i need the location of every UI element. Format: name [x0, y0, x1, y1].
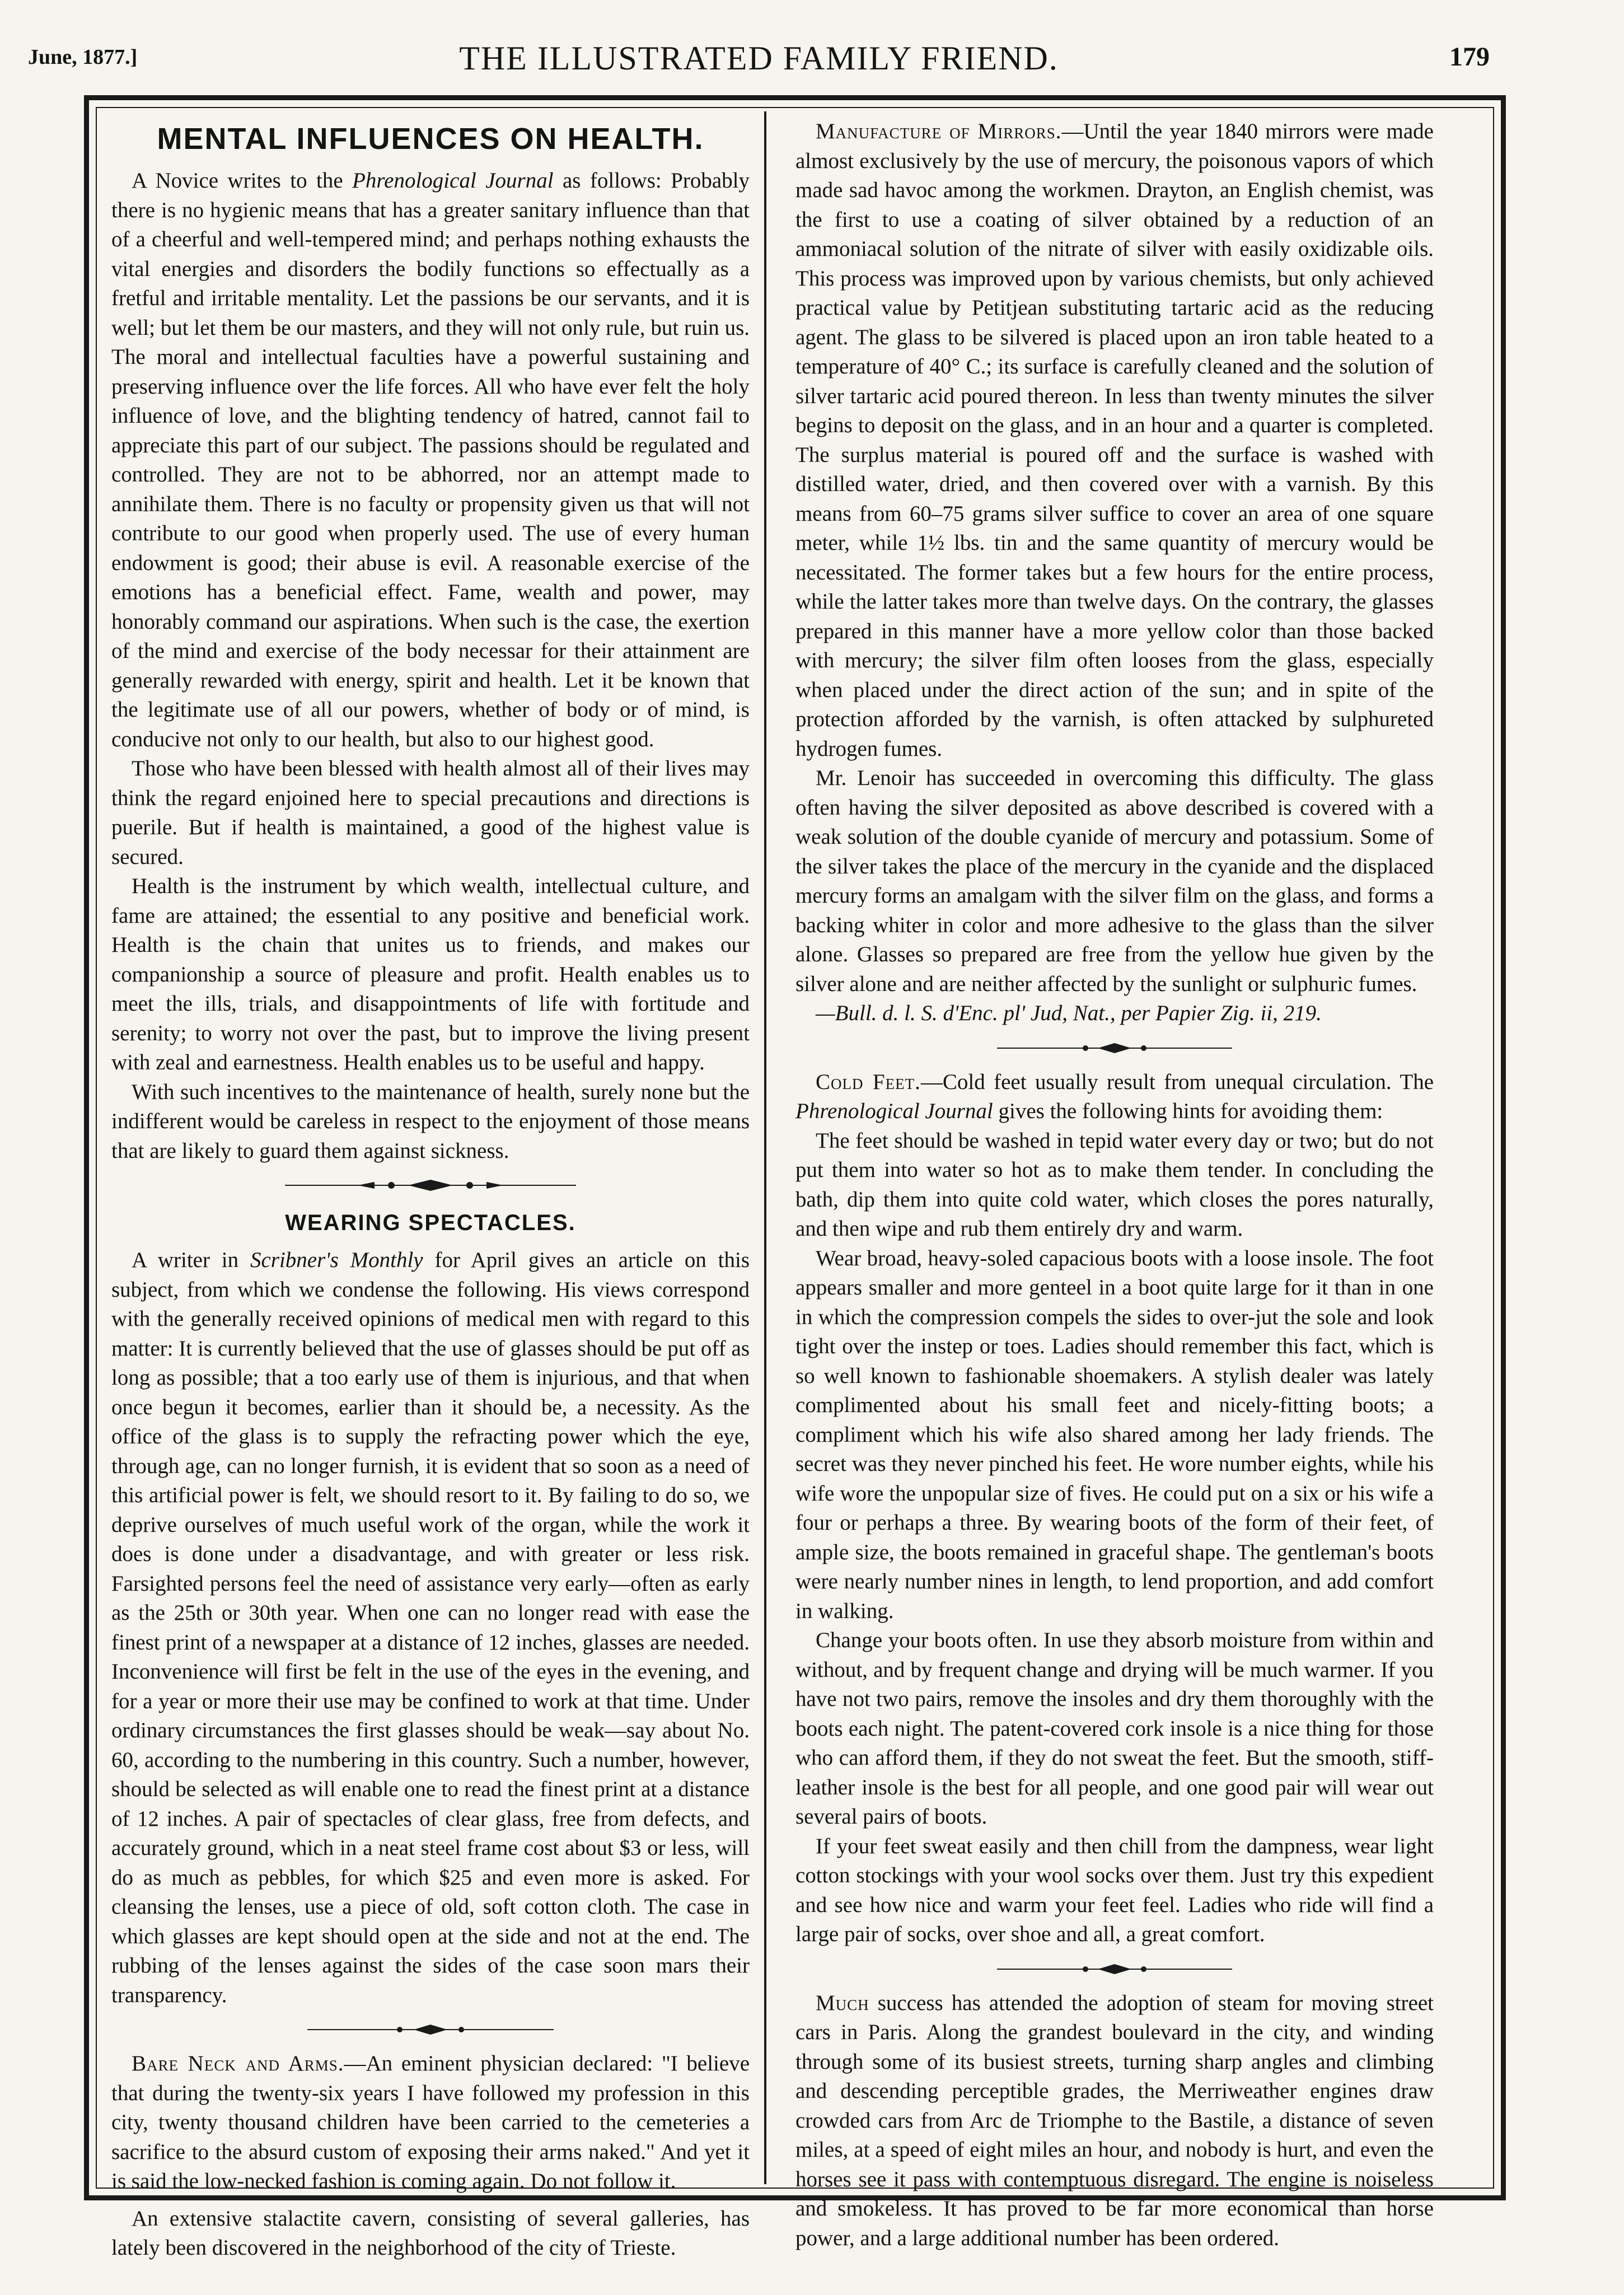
- paragraph: Health is the instrument by which wealth, intellectual culture, and fame are attained; the essential to any positive and beneficial work. Health is the chain that unites us to friends, and makes our companionship a source of pleasure and profit. Health enables us to meet the ills, trials, and disappointments of life with fortitude and serenity; to worry not over the past, but to improve the living present with zeal and earnestness. Health enables us to be useful and happy.: [111, 874, 750, 1074]
- ornamental-separator: [795, 1029, 1434, 1068]
- ornament-icon: [285, 1177, 576, 1194]
- text-run: —An eminent physician declared: "I believe that during the twenty-six years I have followed my profession in this city, twenty thousand children have been carried to the cemeteries a sacrifice to the absurd custom of exposing their arms naked." And yet it is said the low-necked fashion is coming again. Do not follow it.: [111, 2051, 750, 2193]
- article-wearing-spectacles: [111, 1210, 750, 2010]
- magazine-name: Scribner's Monthly: [250, 1248, 423, 1272]
- citation: —Bull. d. l. S. d'Enc. pl' Jud, Nat., per Papier Zig. ii, 219.: [816, 1001, 1322, 1025]
- text-run: A Novice writes to the: [132, 169, 353, 193]
- article-stalactite: [111, 2204, 750, 2263]
- text-run: —Cold feet usually result from unequal circulation. The: [920, 1069, 1434, 1094]
- text-run: success has attended the adoption of steam for moving street cars in Paris. Along the grandest boulevard in the city, and winding through some of its busiest streets, turning sharp angles and climbing and descending perceptible grades, the Merriweather engines draw crowded cars from Arc de Triomphe to the Bastile, a distance of seven miles, at a speed of eight miles an hour, and nobody is hurt, and even the horses see it pass with contemptuous disregard. The engine is noiseless and smokeless. It has proved to be far more economical than horse power, and a large additional number has been ordered.: [795, 1990, 1434, 2250]
- paragraph: An extensive stalactite cavern, consisting of several galleries, has lately been discovered in the neighborhood of the city of Trieste.: [111, 2206, 750, 2260]
- paragraph: [795, 1989, 1434, 2254]
- ornamental-separator: [795, 1950, 1434, 1989]
- journal-name: Phrenological Journal: [795, 1099, 993, 1123]
- lead-in: Cold Feet.: [816, 1069, 921, 1094]
- article-cold-feet: [795, 1068, 1434, 1950]
- page-frame: [84, 95, 1506, 2260]
- paragraph: [111, 1246, 750, 2010]
- paragraph: [111, 2049, 750, 2196]
- article-bare-neck: [111, 2049, 750, 2196]
- article-title: WEARING SPECTACLES.: [285, 1210, 576, 1235]
- running-head: [28, 39, 1490, 95]
- issue-date: June, 1877.]: [28, 45, 138, 69]
- paragraph: [795, 1068, 1434, 1127]
- article-steam-cars: [795, 1989, 1434, 2254]
- ornament-icon: [997, 1040, 1232, 1057]
- lead-in: Bare Neck and Arms.: [132, 2051, 344, 2076]
- paragraph: The feet should be washed in tepid water every day or two; but do not put them into water so hot as to make them tender. In concluding the bath, dip them into quite cold water, which closes the pores naturally, and then wipe and rub them entirely dry and warm.: [795, 1128, 1434, 1241]
- paragraph: Change your boots often. In use they absorb moisture from within and without, and by frequent change and drying will be much warmer. If you have not two pairs, remove the insoles and dry them thoroughly with the boots each night. The patent-covered cork insole is a nice thing for those who can afford them, if they do not sweat the feet. But the smooth, stiff-leather insole is the best for all people, and one good pair will wear out several pairs of boots.: [795, 1628, 1434, 1829]
- article-mirrors: [795, 117, 1434, 1029]
- left-column: [111, 117, 750, 2263]
- ornament-icon: [307, 2021, 554, 2038]
- ornamental-separator: [111, 2010, 750, 2049]
- paragraph: [111, 166, 750, 754]
- ornament-icon: [997, 1961, 1232, 1978]
- lead-in: Manufacture of Mirrors.: [816, 119, 1062, 143]
- publication-title: THE ILLUSTRATED FAMILY FRIEND.: [459, 40, 1059, 77]
- text-run: as follows: Probably there is no hygienic means that has a greater sanitary influence than that of a cheerful and well-tempered mind; and perhaps nothing exhausts the vital energies and disorders the bodily functions so effectually as a fretful and irritable mentality. Let the passions be our servants, and it is well; but let them be our masters, and they will not only rule, but ruin us. The moral and intellectual faculties have a powerful sustaining and preserving influence over the life forces. All who have ever felt the holy influence of love, and the blighting tendency of hatred, cannot fail to appreciate this part of our subject. The passions should be regulated and controlled. They are not to be abhorred, nor an attempt made to annihilate them. There is no faculty or propensity given us that will not contribute to our good when properly used. The use of every human endowment is good; their abuse is evil. A reasonable exercise of the emotions has a beneficial effect. Fame, wealth and power, may honorably command our aspirations. When such is the case, the exertion of the mind and exercise of the body necessar for their attainment are generally rewarded with energy, spirit and health. Let it be known that the legitimate use of all our powers, whether of body or of mind, is conducive not only to our health, but also to our highest good.: [111, 169, 750, 751]
- paragraph: Those who have been blessed with health almost all of their lives may think the regard enjoined here to special precautions and directions is puerile. But if health is maintained, a good of the highest value is secured.: [111, 756, 750, 869]
- article-mental-influences: [111, 121, 750, 1166]
- journal-name: Phrenological Journal: [352, 169, 554, 193]
- column-rule: [764, 111, 766, 2184]
- paragraph: If your feet sweat easily and then chill from the dampness, wear light cotton stockings with your wool socks over them. Just try this expedient and see how nice and warm your feet feel. Ladies who ride will find a large pair of socks, over shoe and all, a great comfort.: [795, 1834, 1434, 1946]
- page-number: 179: [1449, 42, 1490, 72]
- text-run: for April gives an article on this subject, from which we condense the following. His views correspond with the generally received opinions of medical men with regard to this matter: It is currently believed that the use of glasses should be put off as long as possible; that a too early use of them is injurious, and that when once begun it becomes, earlier than it should be, a necessity. As the office of the glass is to supply the refracting power which the eye, through age, can no longer furnish, it is evident that so soon as a need of this artificial power is felt, we should resort to it. By failing to do so, we deprive ourselves of much useful work of the organ, while the work it does is done under a disadvantage, and with greater or less risk. Farsighted persons feel the need of assistance very early—often as early as the 25th or 30th year. When one can no longer read with ease the finest print of a newspaper at a distance of 12 inches, glasses are needed. Inconvenience will first be felt in the use of the eyes in the evening, and for a year or more their use may be confined to work at that time. Under ordinary circumstances the first glasses should be weak—say about No. 60, according to the numbering in this country. Such a number, however, should be selected as will enable one to read the finest print at a distance of 12 inches. A pair of spectacles of clear glass, free from defects, and accurately ground, which in a neat steel frame cost about $3 or less, will do as much as pebbles, for which $25 and even more is asked. For cleansing the lenses, use a piece of old, soft cotton cloth. The case in which glasses are kept should open at the side and not at the end. The rubbing of the lenses against the sides of the case soon mars their transparency.: [111, 1248, 750, 2007]
- paragraph: [795, 117, 1434, 764]
- article-title: MENTAL INFLUENCES ON HEALTH.: [157, 122, 704, 156]
- lead-in: Much: [816, 1990, 869, 2015]
- right-column: [795, 117, 1434, 2253]
- paragraph: With such incentives to the maintenance of health, surely none but the indifferent would be careless in respect to the enjoyment of those means that are likely to guard them against sickness.: [111, 1079, 750, 1163]
- ornamental-separator: [111, 1166, 750, 1205]
- paragraph: Mr. Lenoir has succeeded in overcoming this difficulty. The glass often having the silver deposited as above described is covered with a weak solution of the double cyanide of mercury and potassium. Some of the silver takes the place of the mercury in the cyanide and the displaced mercury forms an amalgam with the silver film on the glass, and forms a backing whiter in color and more adhesive to the glass than the silver alone. Glasses so prepared are free from the yellow hue given by the silver alone and are neither affected by the sunlight or sulphuric fumes.: [795, 766, 1434, 996]
- text-run: —Until the year 1840 mirrors were made almost exclusively by the use of mercury, the poisonous vapors of which made sad havoc among the workmen. Drayton, an English chemist, was the first to use a coating of silver obtained by a reduction of an ammoniacal solution of the nitrate of silver with easily oxidizable oils. This process was improved upon by various chemists, but only achieved practical value by Petitjean substituting tartaric acid as the reducing agent. The glass to be silvered is placed upon an iron table heated to a temperature of 40° C.; its surface is carefully cleaned and the solution of silver tartaric acid poured thereon. In less than twenty minutes the silver begins to deposit on the glass, and in an hour and a quarter is completed. The surplus material is poured off and the surface is washed with distilled water, dried, and then covered over with a varnish. By this means from 60–75 grams silver suffice to cover an area of one square meter, while 1½ lbs. tin and the same quantity of mercury would be necessitated. The former takes but a few hours for the entire process, while the latter takes more than twelve days. On the contrary, the glasses prepared in this manner have a more yellow color than those backed with mercury; the silver film often looses from the glass, especially when placed under the direct action of the sun; and in spite of the protection afforded by the varnish, is often attacked by sulphureted hydrogen fumes.: [795, 119, 1434, 761]
- paragraph: Wear broad, heavy-soled capacious boots with a loose insole. The foot appears smaller and more genteel in a boot quite large for it than in one in which the compression compels the sides to over-jut the sole and look tight over the instep or toes. Ladies should remember this fact, which is so well known to fashionable shoemakers. A stylish dealer was lately complimented about his small feet and nicely-fitting boots; a compliment which his wife also shared among her lady friends. The secret was they never pinched his feet. He wore number eights, while his wife wore the unpopular size of fives. He could put on a six or his wife a four or perhaps a three. By wearing boots of the form of their feet, of ample size, the boots remained in graceful shape. The gentleman's boots were nearly number nines in length, to lend proportion, and add comfort in walking.: [795, 1246, 1434, 1623]
- text-run: A writer in: [132, 1248, 250, 1272]
- text-run: gives the following hints for avoiding them:: [993, 1099, 1383, 1123]
